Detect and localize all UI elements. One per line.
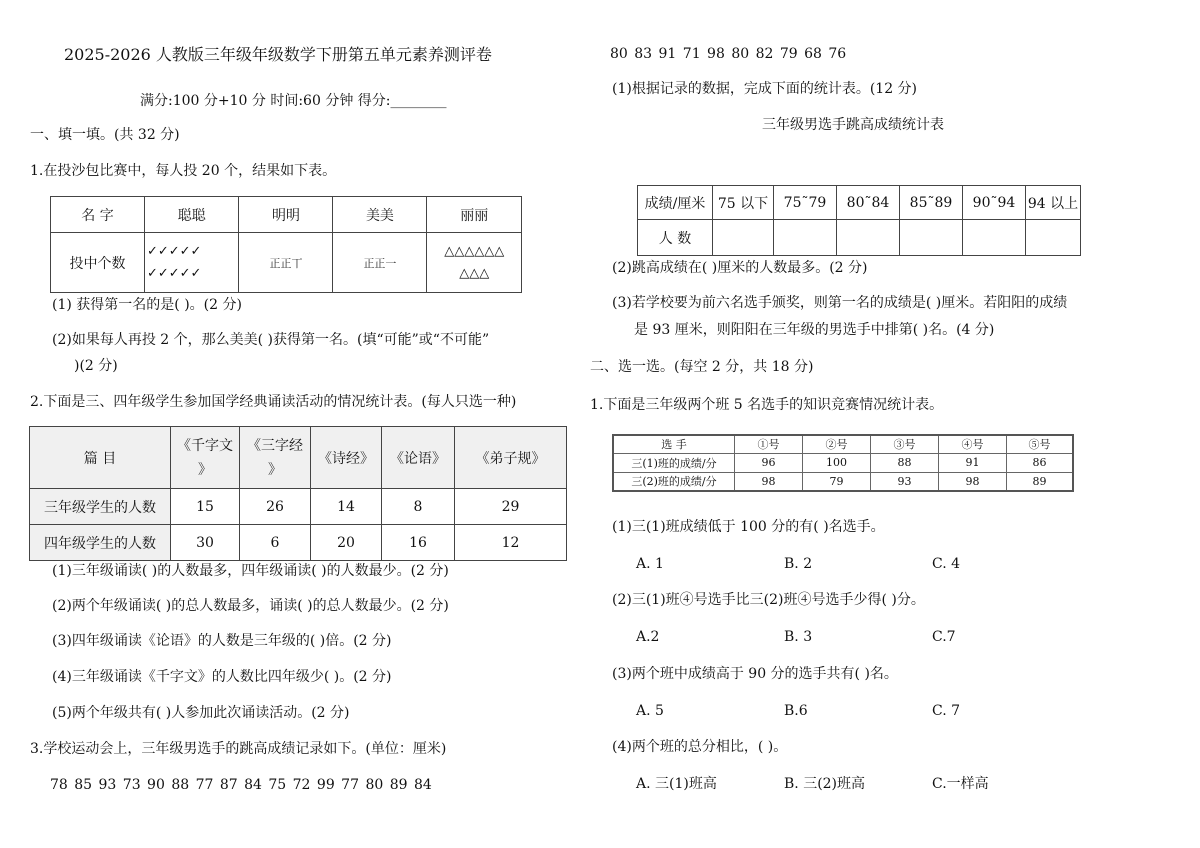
table-cell: 14 bbox=[311, 489, 382, 525]
blank-cell[interactable] bbox=[900, 220, 963, 256]
q3-sub-2: (2)跳高成绩在( )厘米的人数最多。(2 分) bbox=[612, 260, 868, 276]
q3-sub-3: (3)若学校要为前六名选手颁奖，则第一名的成绩是( )厘米。若阳阳的成绩 bbox=[612, 295, 1068, 311]
q1-sub-1: (1) 获得第一名的是( )。(2 分) bbox=[52, 297, 242, 313]
blank-cell[interactable] bbox=[774, 220, 837, 256]
q1-sub-2-cont: )(2 分) bbox=[74, 358, 118, 374]
sandbag-table bbox=[50, 196, 522, 293]
table-cell: 91 bbox=[939, 453, 1007, 472]
row-label: 三(1)班的成绩/分 bbox=[613, 453, 735, 472]
choice-q3: (3)两个班中成绩高于 90 分的选手共有( )名。 bbox=[612, 666, 898, 682]
table-header bbox=[240, 427, 311, 489]
q3-sub-1: (1)根据记录的数据，完成下面的统计表。(12 分) bbox=[612, 81, 918, 97]
choice-option[interactable]: A. 1 bbox=[636, 556, 664, 572]
table-header: 美美 bbox=[333, 197, 427, 233]
table-header: 名 字 bbox=[51, 197, 145, 233]
table-header: 90˜94 bbox=[963, 186, 1026, 220]
choice-option[interactable]: A. 5 bbox=[636, 703, 664, 719]
table-header: 成绩/厘米 bbox=[638, 186, 713, 220]
table-cell: 30 bbox=[171, 525, 240, 561]
header-line: 》 bbox=[268, 461, 282, 478]
table-header: 75 以下 bbox=[713, 186, 774, 220]
row-label: 投中个数 bbox=[51, 233, 145, 293]
row-label: 三年级学生的人数 bbox=[30, 489, 171, 525]
c1-stem: 1.下面是三年级两个班 5 名选手的知识竞赛情况统计表。 bbox=[590, 397, 944, 413]
table-cell: 29 bbox=[455, 489, 567, 525]
table-cell: 100 bbox=[803, 453, 871, 472]
q1-sub-2: (2)如果每人再投 2 个，那么美美( )获得第一名。(填“可能”或“不可能” bbox=[52, 332, 490, 348]
table-cell: 98 bbox=[939, 472, 1007, 491]
table-cell: 20 bbox=[311, 525, 382, 561]
table-header: 篇 目 bbox=[30, 427, 171, 489]
header-line: 》 bbox=[198, 461, 212, 478]
choice-option[interactable]: B. 2 bbox=[784, 556, 813, 572]
jump-table-title: 三年级男选手跳高成绩统计表 bbox=[762, 117, 944, 133]
check-line: ✓✓✓✓✓ bbox=[146, 243, 202, 259]
table-cell: 86 bbox=[1007, 453, 1074, 472]
triangle-line: △△△△△△ bbox=[444, 243, 505, 259]
choice-option[interactable]: C.7 bbox=[932, 629, 956, 645]
q3-sub-3-cont: 是 93 厘米，则阳阳在三年级的男选手中排第( )名。(4 分) bbox=[634, 322, 995, 338]
q3-data-line-1: 78 85 93 73 90 88 77 87 84 75 72 99 77 80 89 84 bbox=[50, 777, 432, 793]
table-header: 聪聪 bbox=[144, 197, 239, 233]
table-cell: 8 bbox=[382, 489, 455, 525]
table-cell: 88 bbox=[871, 453, 939, 472]
table-header: 《诗经》 bbox=[311, 427, 382, 489]
triangle-line: △△△ bbox=[459, 265, 490, 281]
q2-sub-2: (2)两个年级诵读( )的总人数最多，诵读( )的总人数最少。(2 分) bbox=[52, 598, 449, 614]
table-cell: 16 bbox=[382, 525, 455, 561]
blank-cell[interactable] bbox=[963, 220, 1026, 256]
choice-option[interactable]: C. 4 bbox=[932, 556, 961, 572]
blank-cell[interactable] bbox=[713, 220, 774, 256]
row-label: 四年级学生的人数 bbox=[30, 525, 171, 561]
header-line: 《千字文 bbox=[177, 437, 233, 454]
blank-cell[interactable] bbox=[837, 220, 900, 256]
table-cell: 79 bbox=[803, 472, 871, 491]
q1-stem: 1.在投沙包比赛中，每人投 20 个，结果如下表。 bbox=[30, 163, 337, 179]
q3-stem: 3.学校运动会上，三年级男选手的跳高成绩记录如下。(单位：厘米) bbox=[30, 741, 447, 757]
row-label: 三(2)班的成绩/分 bbox=[613, 472, 735, 491]
choice-q4: (4)两个班的总分相比，( )。 bbox=[612, 739, 788, 755]
triangle-tally bbox=[427, 233, 522, 293]
table-header: 94 以上 bbox=[1026, 186, 1081, 220]
checkmark-tally bbox=[144, 233, 239, 293]
q2-sub-1: (1)三年级诵读( )的人数最多，四年级诵读( )的人数最少。(2 分) bbox=[52, 563, 449, 579]
table-header: 85˜89 bbox=[900, 186, 963, 220]
table-cell: 96 bbox=[735, 453, 803, 472]
table-cell: 26 bbox=[240, 489, 311, 525]
choice-option[interactable]: B. 3 bbox=[784, 629, 813, 645]
choice-q1: (1)三(1)班成绩低于 100 分的有( )名选手。 bbox=[612, 519, 885, 535]
choice-option[interactable]: A. 三(1)班高 bbox=[636, 776, 717, 792]
header-line: 《三字经 bbox=[247, 437, 303, 454]
score-line: 满分:100 分+10 分 时间:60 分钟 得分:________ bbox=[140, 93, 447, 109]
reading-table bbox=[29, 426, 567, 561]
table-header: 选 手 bbox=[613, 435, 735, 453]
check-line: ✓✓✓✓✓ bbox=[146, 265, 202, 281]
table-header: ②号 bbox=[803, 435, 871, 453]
table-cell: 12 bbox=[455, 525, 567, 561]
choice-option[interactable]: C.一样高 bbox=[932, 776, 989, 792]
jump-table bbox=[637, 185, 1081, 256]
table-header: 80˜84 bbox=[837, 186, 900, 220]
choice-option[interactable]: A.2 bbox=[636, 629, 660, 645]
choice-q2: (2)三(1)班④号选手比三(2)班④号选手少得( )分。 bbox=[612, 592, 925, 608]
q2-sub-4: (4)三年级诵读《千字文》的人数比四年级少( )。(2 分) bbox=[52, 669, 392, 685]
table-header bbox=[171, 427, 240, 489]
table-header: ④号 bbox=[939, 435, 1007, 453]
zheng-tally: 正正一 bbox=[333, 233, 427, 293]
table-header: 《弟子规》 bbox=[455, 427, 567, 489]
q2-sub-5: (5)两个年级共有( )人参加此次诵读活动。(2 分) bbox=[52, 705, 350, 721]
table-header: 75˜79 bbox=[774, 186, 837, 220]
table-cell: 89 bbox=[1007, 472, 1074, 491]
blank-cell[interactable] bbox=[1026, 220, 1081, 256]
choice-option[interactable]: B. 三(2)班高 bbox=[784, 776, 866, 792]
q3-data-line-2: 80 83 91 71 98 80 82 79 68 76 bbox=[610, 46, 847, 62]
table-cell: 98 bbox=[735, 472, 803, 491]
table-header: ①号 bbox=[735, 435, 803, 453]
table-cell: 93 bbox=[871, 472, 939, 491]
table-header: 《论语》 bbox=[382, 427, 455, 489]
q2-stem: 2.下面是三、四年级学生参加国学经典诵读活动的情况统计表。(每人只选一种) bbox=[30, 394, 517, 410]
table-header: 明明 bbox=[239, 197, 333, 233]
row-label: 人 数 bbox=[638, 220, 713, 256]
section-2-heading: 二、选一选。(每空 2 分，共 18 分) bbox=[590, 359, 814, 375]
choice-option[interactable]: C. 7 bbox=[932, 703, 961, 719]
zheng-tally: 正正丅 bbox=[239, 233, 333, 293]
table-cell: 15 bbox=[171, 489, 240, 525]
table-header: ③号 bbox=[871, 435, 939, 453]
table-header: ⑤号 bbox=[1007, 435, 1074, 453]
page-title: 2025-2026 人教版三年级年级数学下册第五单元素养测评卷 bbox=[64, 45, 492, 64]
table-cell: 6 bbox=[240, 525, 311, 561]
table-header: 丽丽 bbox=[427, 197, 522, 233]
section-1-heading: 一、填一填。(共 32 分) bbox=[30, 127, 180, 143]
choice-option[interactable]: B.6 bbox=[784, 703, 808, 719]
q2-sub-3: (3)四年级诵读《论语》的人数是三年级的( )倍。(2 分) bbox=[52, 633, 392, 649]
contest-table bbox=[612, 434, 1074, 492]
